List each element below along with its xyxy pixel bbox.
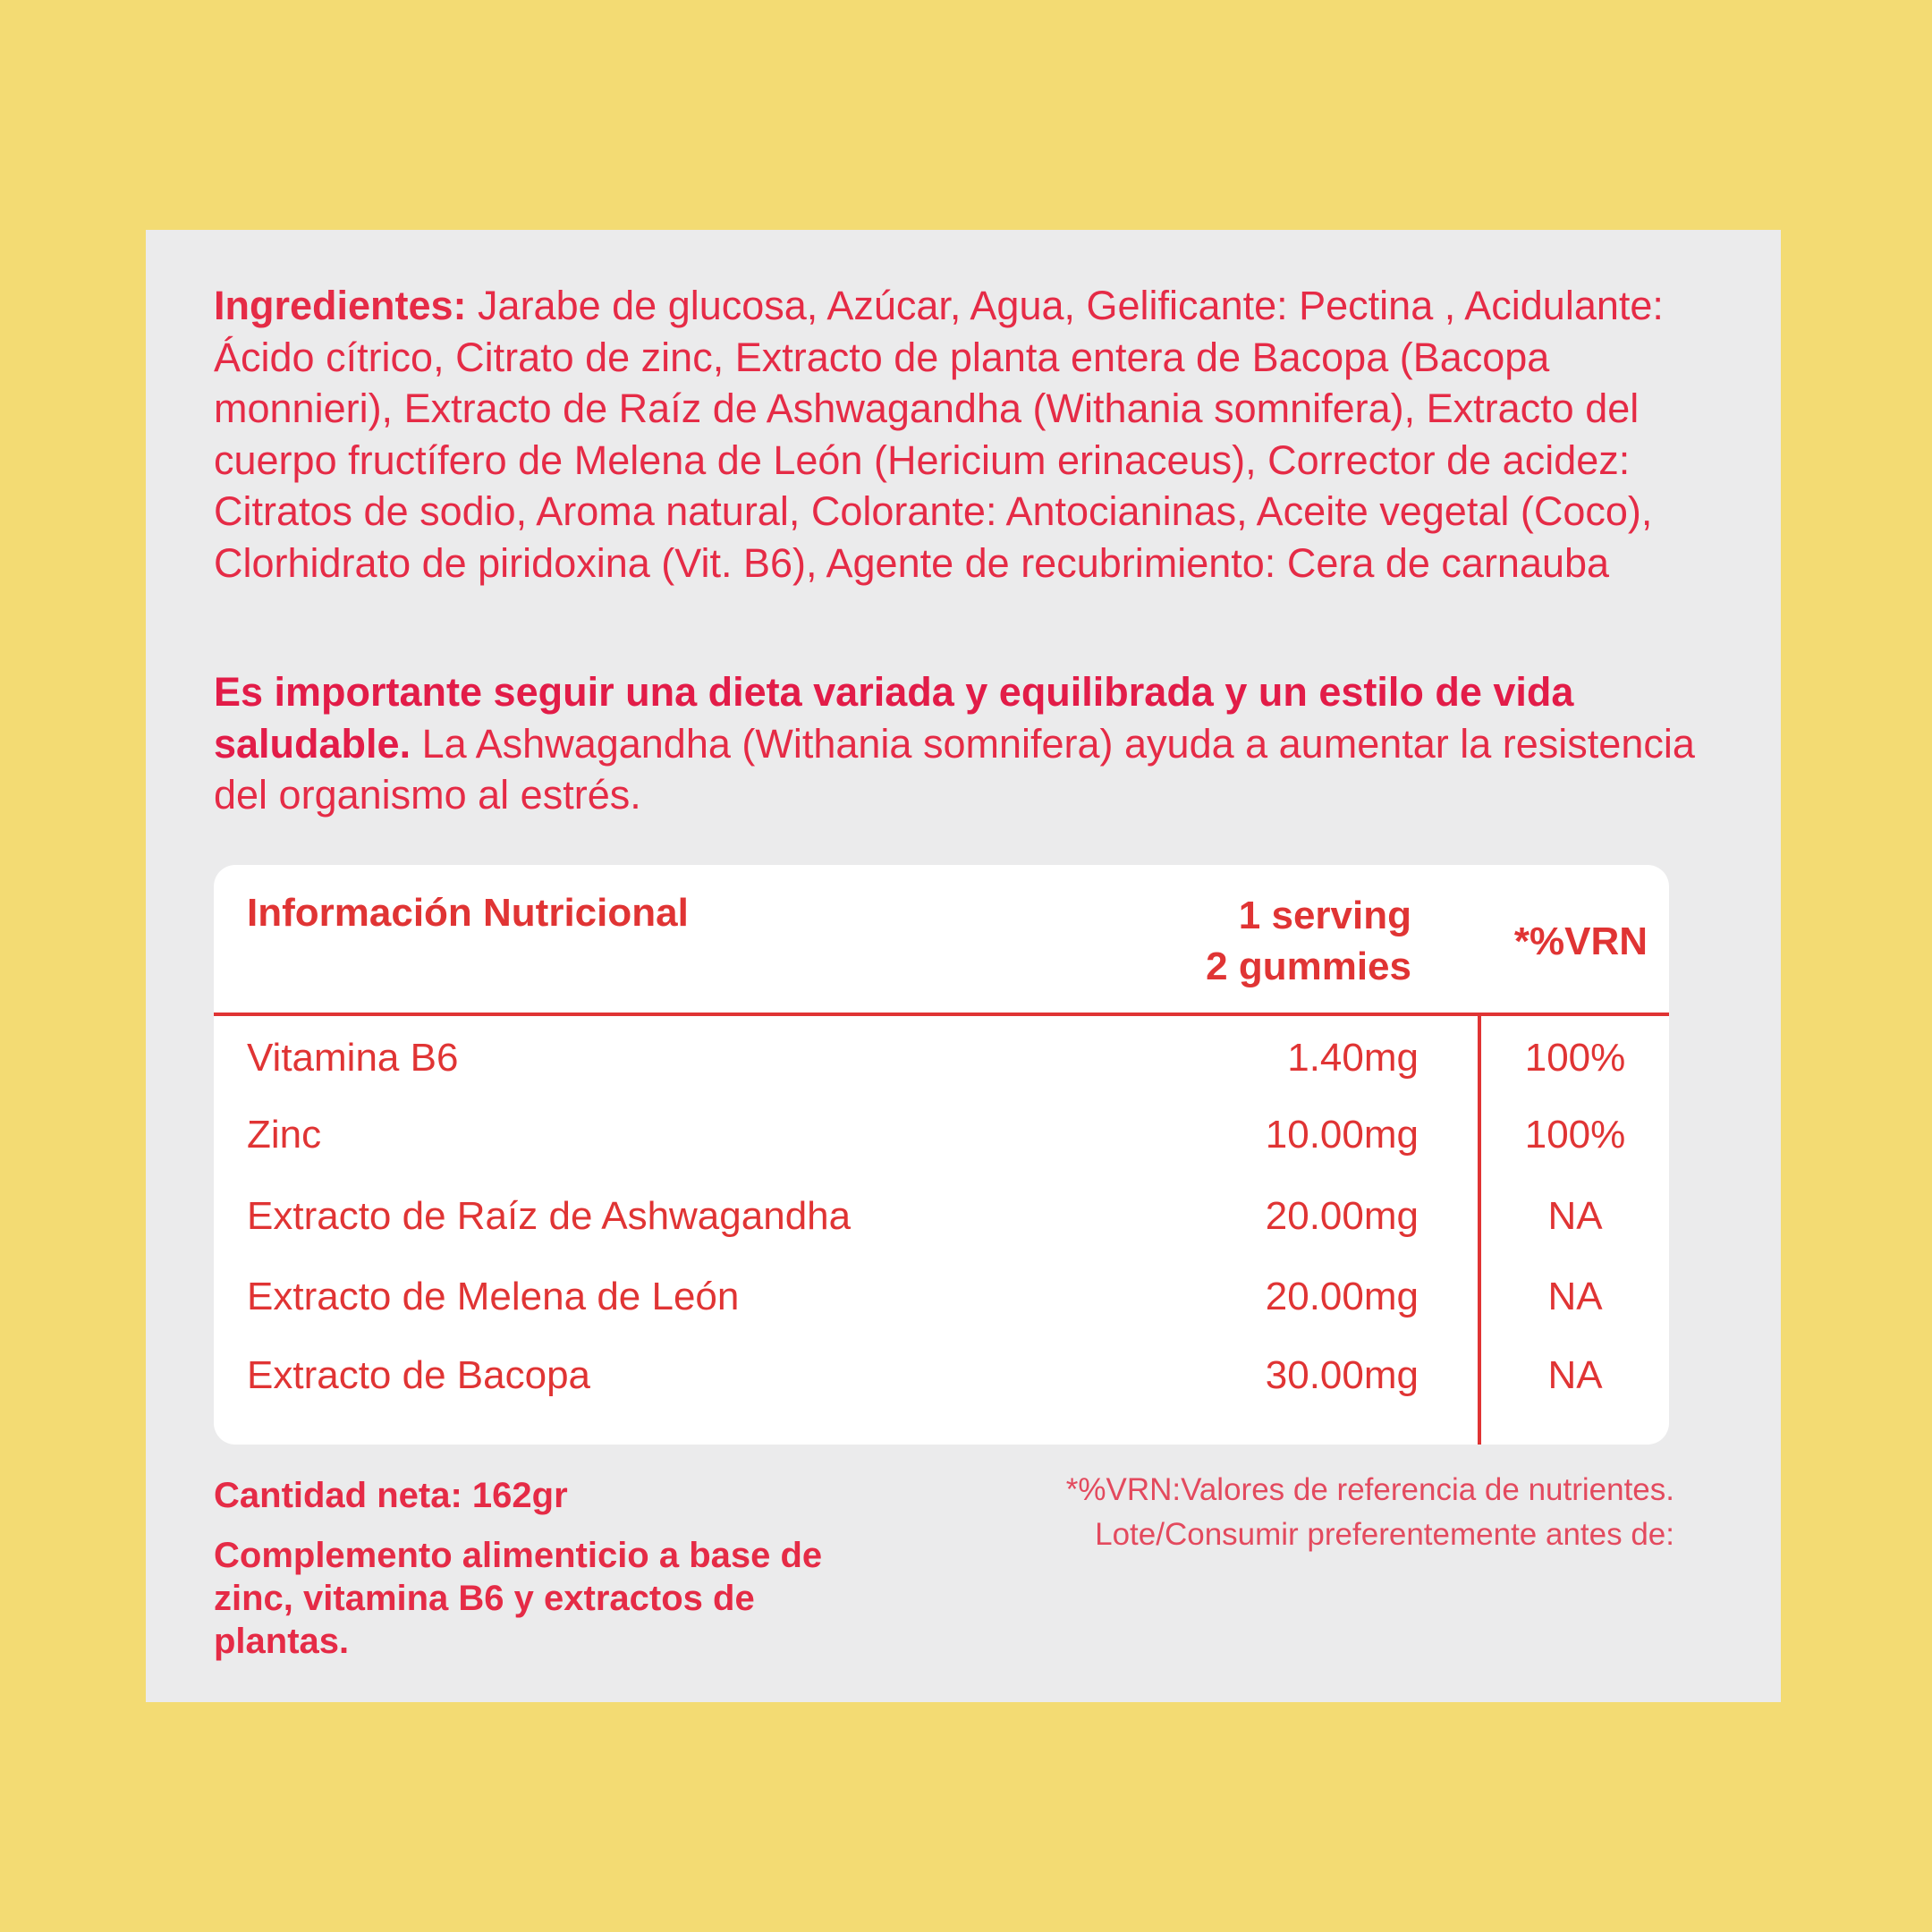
nutrient-amount: 20.00mg: [1265, 1275, 1419, 1318]
vrn-header: *%VRN: [1513, 919, 1648, 963]
nutrient-name: Extracto de Melena de León: [247, 1275, 740, 1318]
nutrient-amount: 1.40mg: [1287, 1036, 1419, 1080]
table-row: [214, 1270, 1669, 1324]
label-panel: [146, 230, 1781, 1702]
health-statement: [214, 666, 1734, 821]
nutrient-vrn: NA: [1547, 1353, 1603, 1397]
ingredients-paragraph: [214, 280, 1734, 589]
header-divider: [214, 1013, 1669, 1016]
ingredients-label: Ingredientes:: [214, 283, 467, 328]
footnote-vrn: *%VRN:Valores de referencia de nutrientes.: [1065, 1472, 1674, 1507]
nutrient-name: Zinc: [247, 1113, 322, 1157]
nutrient-amount: 20.00mg: [1265, 1194, 1419, 1238]
table-row: [214, 1108, 1669, 1162]
nutrient-vrn: NA: [1547, 1194, 1603, 1238]
serving-header-line2: 2 gummies: [1206, 945, 1411, 988]
nutrient-vrn: 100%: [1524, 1113, 1626, 1157]
table-row: [214, 1031, 1669, 1085]
nutrient-name: Extracto de Bacopa: [247, 1353, 591, 1397]
serving-header: [1206, 890, 1411, 992]
nutrient-name: Vitamina B6: [247, 1036, 459, 1080]
nutrient-vrn: 100%: [1524, 1036, 1626, 1080]
supplement-description: Complemento alimenticio a base de zinc, vitamina B6 y extractos de plantas.: [214, 1536, 823, 1661]
footnote: [1066, 1468, 1674, 1557]
ingredients-text: Jarabe de glucosa, Azúcar, Agua, Gelificante: Pectina , Acidulante: Ácido cítrico, Citrato de zinc, Extracto de planta entera de Bacopa (Bacopa monnieri), Extracto de Raíz de Ashwagandha (Withania somnifera), Extracto del cuerpo fructífero de Melena de León (Hericium erinaceus), Corrector de acidez: Citratos de sodio, Aroma natural, Colorante: Antocianinas, Aceite vegetal (Coco), Clorhidrato de piridoxina (Vit. B6), Agente de recubrimiento: Cera de carnauba: [214, 283, 1664, 586]
footnote-lot: Lote/Consumir preferentemente antes de:: [1095, 1517, 1674, 1552]
nutrition-table: [214, 865, 1669, 1445]
nutrient-amount: 30.00mg: [1265, 1353, 1419, 1397]
nutrient-vrn: NA: [1547, 1275, 1603, 1318]
nutrition-title: Información Nutricional: [247, 891, 689, 935]
table-row: [214, 1349, 1669, 1402]
table-row: [214, 1190, 1669, 1243]
health-statement-bold: Es importante seguir una dieta variada y equilibrada y un estilo de vida saludable.: [214, 669, 1574, 767]
nutrient-name: Extracto de Raíz de Ashwagandha: [247, 1194, 852, 1238]
net-quantity: Cantidad neta: 162gr: [214, 1476, 568, 1515]
serving-header-line1: 1 serving: [1238, 894, 1411, 937]
health-statement-text: La Ashwagandha (Withania somnifera) ayuda a aumentar la resistencia del organismo al estrés.: [214, 720, 1695, 818]
nutrient-amount: 10.00mg: [1265, 1113, 1419, 1157]
